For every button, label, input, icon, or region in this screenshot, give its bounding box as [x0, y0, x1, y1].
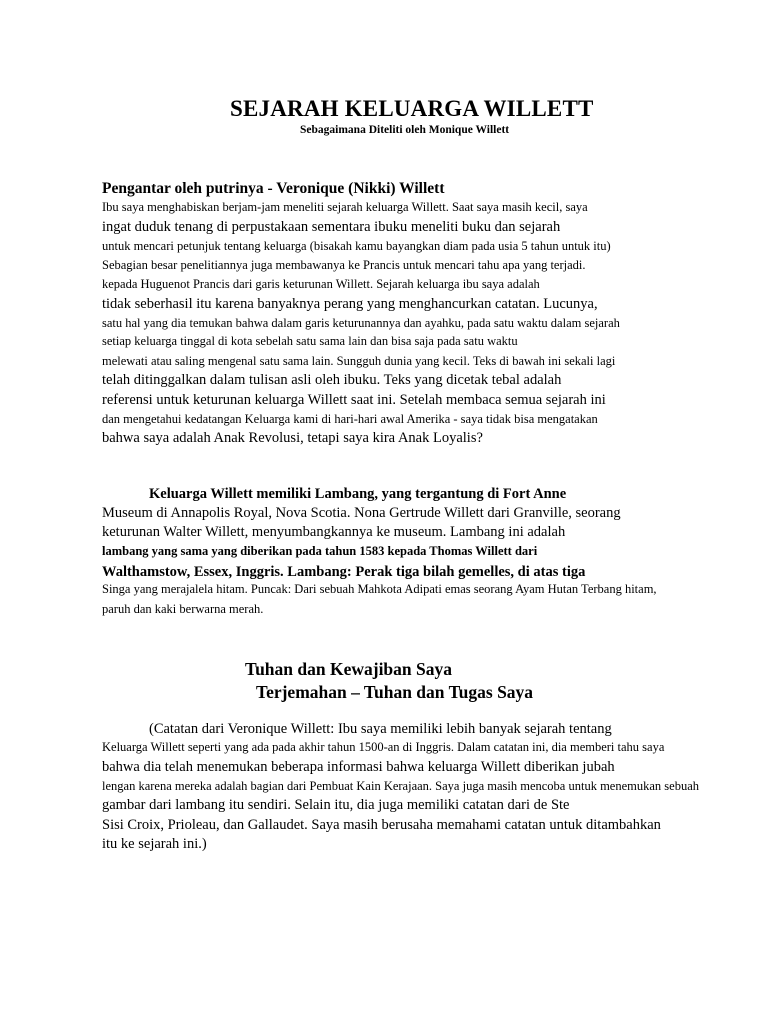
intro-line: Ibu saya menghabiskan berjam-jam meneliti sejarah keluarga Willett. Saat saya masih kecil, saya	[102, 200, 588, 214]
intro-line: melewati atau saling mengenal satu sama lain. Sungguh dunia yang kecil. Teks di bawah ini sekali lagi	[102, 354, 616, 368]
intro-line: satu hal yang dia temukan bahwa dalam garis keturunannya dan ayahku, pada satu waktu dalam sejarah	[102, 316, 620, 330]
crest-line-bold: Walthamstow, Essex, Inggris. Lambang: Perak tiga bilah gemelles, di atas tiga	[102, 564, 586, 580]
section-heading: Tuhan dan Kewajiban Saya	[245, 659, 453, 679]
note-line: bahwa dia telah menemukan beberapa informasi bahwa keluarga Willett diberikan jubah	[102, 759, 615, 775]
note-line: lengan karena mereka adalah bagian dari Pembuat Kain Kerajaan. Saya juga masih mencoba untuk menemukan sebuah	[102, 779, 699, 793]
crest-heading: Keluarga Willett memiliki Lambang, yang tergantung di Fort Anne	[149, 486, 567, 502]
intro-line: tidak seberhasil itu karena banyaknya perang yang menghancurkan catatan. Lucunya,	[102, 296, 598, 312]
crest-line: paruh dan kaki berwarna merah.	[102, 602, 264, 616]
intro-line: ingat duduk tenang di perpustakaan sementara ibuku meneliti buku dan sejarah	[102, 219, 561, 235]
note-line: (Catatan dari Veronique Willett: Ibu saya memiliki lebih banyak sejarah tentang	[149, 721, 612, 737]
intro-line: referensi untuk keturunan keluarga Willett saat ini. Setelah membaca semua sejarah ini	[102, 392, 606, 408]
crest-line: Museum di Annapolis Royal, Nova Scotia. Nona Gertrude Willett dari Granville, seorang	[102, 505, 621, 521]
intro-line: setiap keluarga tinggal di kota sebelah satu sama lain dan bisa saja pada satu waktu	[102, 334, 518, 348]
intro-line: bahwa saya adalah Anak Revolusi, tetapi saya kira Anak Loyalis?	[102, 430, 483, 446]
section-subheading: Terjemahan – Tuhan dan Tugas Saya	[256, 682, 534, 702]
document-title: SEJARAH KELUARGA WILLETT	[230, 96, 594, 121]
crest-line: keturunan Walter Willett, menyumbangkannya ke museum. Lambang ini adalah	[102, 524, 566, 540]
document-subtitle: Sebagaimana Diteliti oleh Monique Willett	[300, 124, 510, 136]
note-line: itu ke sejarah ini.)	[102, 836, 207, 852]
intro-line: telah ditinggalkan dalam tulisan asli oleh ibuku. Teks yang dicetak tebal adalah	[102, 372, 562, 388]
crest-line-bold: lambang yang sama yang diberikan pada tahun 1583 kepada Thomas Willett dari	[102, 544, 538, 558]
intro-line: dan mengetahui kedatangan Keluarga kami di hari-hari awal Amerika - saya tidak bisa mengatakan	[102, 412, 598, 426]
intro-line: kepada Huguenot Prancis dari garis keturunan Willett. Sejarah keluarga ibu saya adalah	[102, 277, 540, 291]
note-line: Sisi Croix, Prioleau, dan Gallaudet. Saya masih berusaha memahami catatan untuk ditambahkan	[102, 817, 661, 833]
intro-line: Sebagian besar penelitiannya juga membawanya ke Prancis untuk mencari tahu apa yang terjadi.	[102, 258, 586, 272]
note-line: Keluarga Willett seperti yang ada pada akhir tahun 1500-an di Inggris. Dalam catatan ini, dia memberi tahu saya	[102, 740, 665, 754]
crest-line: Singa yang merajalela hitam. Puncak: Dari sebuah Mahkota Adipati emas seorang Ayam Hutan Terbang hitam,	[102, 582, 657, 596]
note-line: gambar dari lambang itu sendiri. Selain itu, dia juga memiliki catatan dari de Ste	[102, 797, 570, 813]
intro-line: untuk mencari petunjuk tentang keluarga (bisakah kamu bayangkan diam pada usia 5 tahun untuk itu)	[102, 239, 611, 253]
intro-heading: Pengantar oleh putrinya - Veronique (Nikki) Willett	[102, 180, 445, 197]
